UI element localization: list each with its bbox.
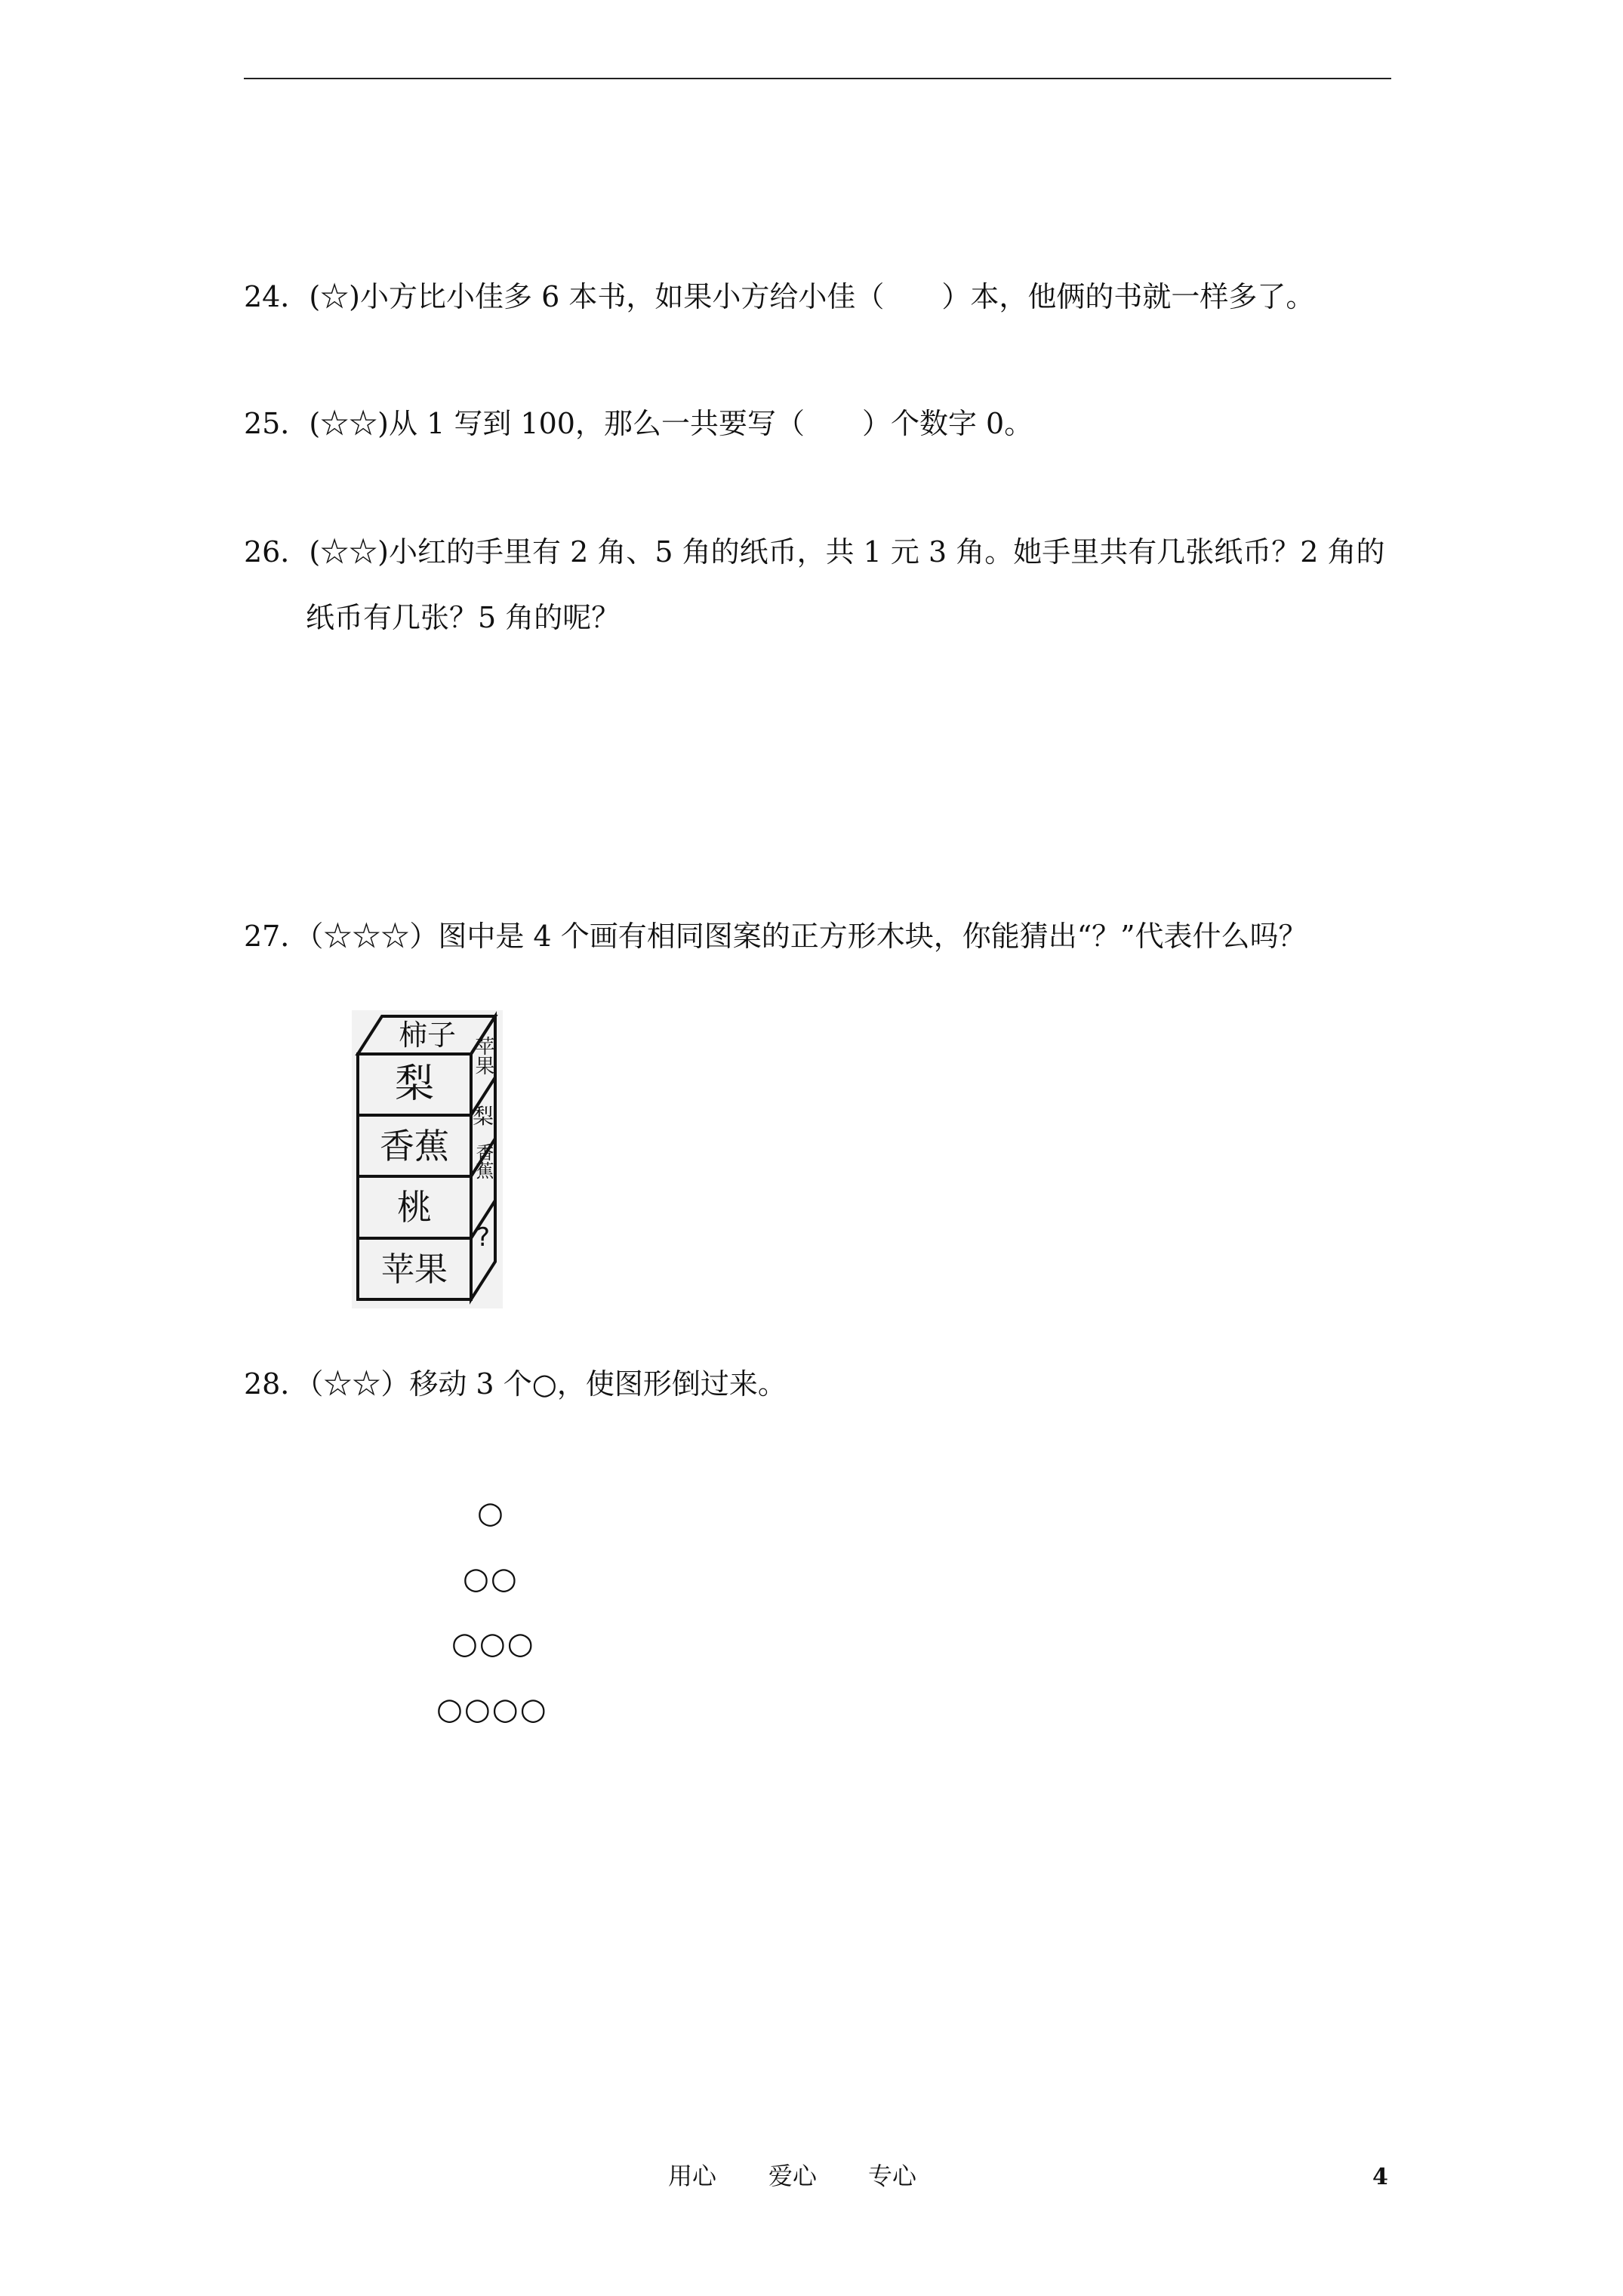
side-face-4-label: ?	[476, 1222, 491, 1253]
footer-item-3: 专心	[868, 2162, 917, 2190]
front-face-3-label: 桃	[397, 1187, 432, 1228]
circle-row-4: ○○○○	[436, 1692, 548, 1727]
question-26-line2: 纸币有几张？5 角的呢？	[306, 601, 621, 634]
front-face-2-label: 香蕉	[380, 1126, 449, 1166]
header-rule	[244, 78, 1391, 79]
footer-item-1: 用心	[668, 2162, 717, 2190]
circle-row-1: ○	[477, 1496, 505, 1530]
footer-item-2: 爱心	[768, 2162, 818, 2190]
front-face-1-label: 梨	[394, 1062, 435, 1107]
circle-row-2: ○○	[463, 1561, 519, 1596]
page-number: 4	[1372, 2164, 1388, 2190]
question-24: 24．(☆)小方比小佳多 6 本书，如果小方给小佳（ ）本，他俩的书就一样多了。	[244, 280, 1315, 313]
side-face-3-label: 香蕉	[473, 1143, 494, 1179]
question-25: 25．(☆☆)从 1 写到 100，那么一共要写（ ）个数字 0。	[244, 407, 1033, 440]
stacked-blocks-figure	[352, 1010, 503, 1308]
front-face-4-label: 苹果	[381, 1250, 448, 1289]
question-27: 27．（☆☆☆）图中是 4 个画有相同图案的正方形木块，你能猜出“？”代表什么吗？	[244, 920, 1307, 953]
question-28: 28．（☆☆）移动 3 个○，使图形倒过来。	[244, 1367, 787, 1401]
side-face-1-label: 苹果	[472, 1036, 494, 1075]
circle-row-3: ○○○	[451, 1626, 535, 1661]
side-face-2-label: 梨	[472, 1104, 494, 1129]
top-face-label: 柿子	[398, 1019, 457, 1052]
question-26-line1: 26．(☆☆)小红的手里有 2 角、5 角的纸币，共 1 元 3 角。她手里共有几张纸币？2 角的	[244, 535, 1385, 569]
